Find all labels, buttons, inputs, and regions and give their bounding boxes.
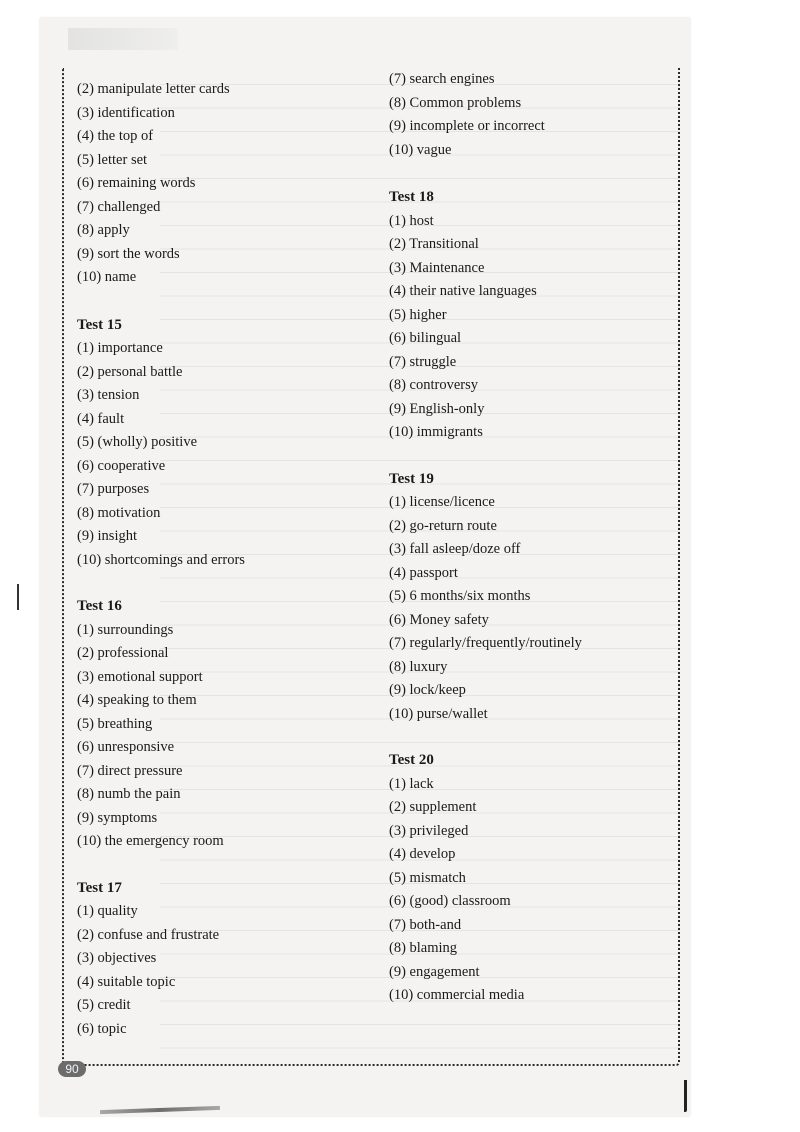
answer-item: (1) license/licence (389, 494, 495, 510)
test-15-block (77, 314, 377, 573)
answer-item: (1) importance (77, 340, 163, 356)
answer-item: (7) challenged (77, 198, 161, 215)
answer-item: (9) lock/keep (389, 682, 466, 698)
answer-item: (9) sort the words (77, 245, 180, 262)
answer-item: (8) apply (77, 222, 130, 238)
answer-item: (2) Transitional (389, 236, 479, 252)
answer-item: (1) surroundings (77, 621, 174, 638)
test-18-block (389, 186, 679, 445)
answer-item: (8) motivation (77, 504, 161, 521)
answer-item: (8) luxury (389, 658, 448, 675)
answer-item: (7) purposes (77, 481, 150, 497)
answer-item: (10) immigrants (389, 424, 483, 440)
test-title: Test 20 (389, 752, 434, 768)
answer-item: (10) shortcomings and errors (77, 551, 245, 568)
answer-item: (2) manipulate letter cards (77, 81, 230, 97)
bleed-through-header (68, 28, 178, 50)
answer-item: (4) speaking to them (77, 692, 197, 708)
answer-item: (7) both-and (389, 916, 462, 933)
answer-item: (5) mismatch (389, 869, 466, 886)
answer-item: (3) identification (77, 104, 175, 121)
answer-item: (6) bilingual (389, 330, 462, 346)
answer-item: (8) blaming (389, 940, 458, 956)
answer-item: (10) the emergency room (77, 833, 224, 849)
answer-item: (5) (wholly) positive (77, 434, 198, 450)
answer-item: (2) personal battle (77, 363, 183, 380)
answer-item: (6) Money safety (389, 611, 489, 628)
answer-item: (6) remaining words (77, 175, 196, 191)
answer-item: (4) their native languages (389, 283, 537, 299)
intro-block-left (77, 78, 377, 290)
answer-item: (1) quality (77, 903, 138, 919)
answer-item: (8) numb the pain (77, 786, 181, 802)
test-20-block (389, 749, 679, 1008)
answer-item: (5) 6 months/six months (389, 588, 531, 604)
answer-item: (5) higher (389, 306, 447, 323)
answer-item: (3) objectives (77, 950, 157, 966)
answer-item: (7) regularly/frequently/routinely (389, 635, 582, 651)
answer-item: (3) emotional support (77, 668, 203, 685)
answer-item: (7) struggle (389, 353, 457, 370)
answer-item: (2) professional (77, 645, 169, 661)
answer-item: (10) vague (389, 141, 452, 158)
answer-item: (2) supplement (389, 799, 477, 815)
answer-item: (1) lack (389, 775, 434, 792)
answer-item: (4) fault (77, 410, 125, 427)
answer-item: (4) develop (389, 846, 456, 862)
intro-block-right (389, 68, 679, 162)
test-title: Test 19 (389, 470, 434, 487)
answer-item: (8) controversy (389, 377, 478, 393)
test-title: Test 18 (389, 189, 434, 205)
answer-item: (5) breathing (77, 715, 153, 732)
answer-item: (4) suitable topic (77, 973, 176, 990)
answer-item: (5) letter set (77, 151, 148, 168)
answer-item: (5) credit (77, 997, 131, 1013)
binding-mark (17, 584, 19, 610)
page-number-badge: 90 (58, 1061, 86, 1077)
right-column (389, 68, 679, 1008)
answer-item: (4) the top of (77, 128, 154, 144)
test-19-block (389, 468, 679, 727)
answer-item: (8) Common problems (389, 94, 522, 111)
answer-item: (6) topic (77, 1020, 127, 1037)
answer-item: (3) Maintenance (389, 259, 485, 276)
answer-item: (1) host (389, 212, 434, 229)
answer-item: (3) fall asleep/doze off (389, 541, 521, 557)
test-title: Test 17 (77, 879, 122, 896)
answer-item: (9) engagement (389, 963, 480, 980)
answer-item: (7) direct pressure (77, 762, 183, 779)
answer-item: (3) tension (77, 387, 140, 403)
answer-item: (9) English-only (389, 400, 485, 417)
answer-item: (9) insight (77, 528, 138, 544)
answer-item: (9) symptoms (77, 809, 158, 826)
answer-item: (10) purse/wallet (389, 705, 488, 722)
left-column (77, 78, 377, 1041)
test-title: Test 16 (77, 598, 122, 614)
page-edge-mark (684, 1080, 687, 1112)
test-17-block (77, 877, 377, 1042)
answer-item: (6) unresponsive (77, 739, 175, 755)
answer-item: (6) (good) classroom (389, 893, 511, 909)
answer-item: (9) incomplete or incorrect (389, 118, 545, 134)
answer-item: (10) name (77, 269, 137, 285)
answer-item: (3) privileged (389, 822, 469, 839)
answer-item: (4) passport (389, 564, 458, 581)
answer-item: (2) confuse and frustrate (77, 926, 220, 943)
test-title: Test 15 (77, 316, 122, 333)
answer-item: (10) commercial media (389, 987, 525, 1003)
answer-item: (7) search engines (389, 71, 495, 87)
answer-item: (6) cooperative (77, 457, 166, 474)
answer-item: (2) go-return route (389, 517, 497, 534)
test-16-block (77, 595, 377, 854)
